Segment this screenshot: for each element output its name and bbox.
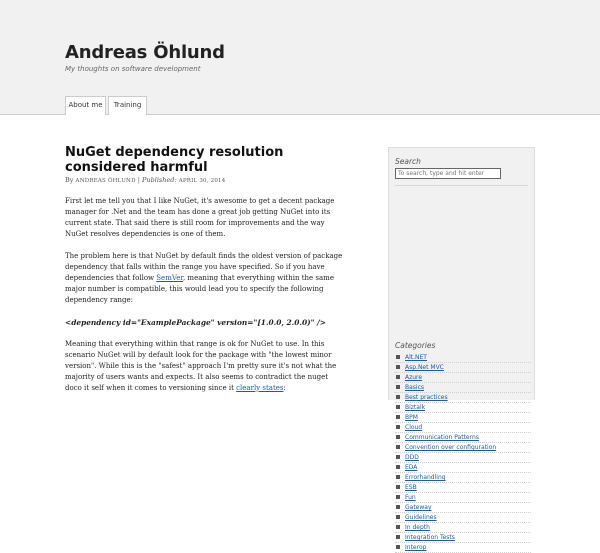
category-item[interactable] [395,393,531,403]
category-link[interactable]: Gateway [405,504,432,511]
category-link[interactable]: EDA [405,464,418,471]
category-link[interactable]: Integration Tests [405,534,455,541]
category-item[interactable] [395,513,531,523]
site-header [0,0,600,96]
category-item[interactable] [395,533,531,543]
category-link[interactable]: Best practices [405,394,448,401]
category-link[interactable]: Biztalk [405,404,426,411]
category-item[interactable] [395,503,531,513]
category-item[interactable] [395,543,531,553]
category-link[interactable]: Errorhandling [405,474,446,481]
category-item[interactable] [395,353,531,363]
category-item[interactable] [395,453,531,463]
category-link[interactable]: Guidelines [405,514,437,521]
category-item[interactable] [395,373,531,383]
post-content [65,196,345,405]
byline-date: APRIL 30, 2014 [178,178,226,184]
site-description: My thoughts on software development [65,65,201,73]
category-link[interactable]: Cloud [405,424,423,431]
category-link[interactable]: BPM [405,414,418,421]
site-title[interactable]: Andreas Öhlund [65,42,225,63]
main-navigation [0,96,600,115]
category-link[interactable]: Convention over configuration [405,444,497,451]
paragraph-range-text-1: Meaning that everything within that range is ok for NuGet to use. In this scenario NuGet will by default look for the package with "the lowest minor version". While this is the "safest" approach I'm pretty sure it's not what the majority of users wants and expects. It also seems to contradict the nuget doco it self when it comes to versioning since it [65,340,337,392]
clearly-states-link[interactable]: clearly states [236,384,284,392]
byline-separator: | [137,176,140,184]
category-item[interactable] [395,493,531,503]
search-divider [395,185,528,186]
category-item[interactable] [395,383,531,393]
paragraph-intro: First let me tell you that I like NuGet, it's awesome to get a decent package manager for .Net and the team has done a great job getting NuGet into its current state. That said there is still room for improvements and the way NuGet resolves dependencies is one of them. [65,197,335,238]
semver-link[interactable]: SemVer [156,274,183,282]
category-item[interactable] [395,363,531,373]
paragraph-range [65,339,345,394]
category-link[interactable]: DDD [405,454,419,461]
category-item[interactable] [395,483,531,493]
category-link[interactable]: In depth [405,524,430,531]
category-link[interactable]: Interop [405,544,427,551]
category-link[interactable]: ESB [405,484,417,491]
category-link[interactable]: Fun [405,494,416,501]
nav-item-training[interactable]: Training [108,96,147,115]
search-input[interactable] [395,168,501,179]
category-item[interactable] [395,433,531,443]
byline-author[interactable]: ANDREAS ÖHLUND [75,178,136,184]
category-item[interactable] [395,423,531,433]
category-item[interactable] [395,473,531,483]
category-item[interactable] [395,463,531,473]
nav-item-about-me[interactable]: About me [65,96,106,115]
search-widget-title: Search [395,157,421,166]
byline-by: By [65,176,74,184]
category-item[interactable] [395,413,531,423]
category-item[interactable] [395,403,531,413]
post-title[interactable]: NuGet dependency resolution considered harmful [65,145,284,175]
paragraph-problem-text-1: The problem here is that NuGet by default finds the oldest version of package dependency that falls within the range you have specified. So if you have dependencies that follow [65,252,343,282]
category-link[interactable]: Alt.NET [405,354,427,361]
paragraph-range-text-2: : [283,384,286,392]
categories-widget-title: Categories [395,341,436,350]
paragraph-problem-text-2: , meaning that everything within the same major number is compatible, this would lead you to specify the following dependency range: [65,274,334,304]
category-link[interactable]: Communication Patterns [405,434,479,441]
categories-list [395,353,531,553]
code-dependency-example: <dependency id="ExamplePackage" version="[1.0.0, 2.0.0)" /> [65,318,326,327]
category-item[interactable] [395,443,531,453]
category-link[interactable]: Asp.Net MVC [405,364,444,371]
post-byline [65,176,225,184]
byline-published-label: Published: [142,176,177,184]
category-link[interactable]: Azure [405,374,423,381]
category-item[interactable] [395,523,531,533]
category-link[interactable]: Basics [405,384,425,391]
sidebar [388,147,535,551]
paragraph-problem [65,251,345,306]
